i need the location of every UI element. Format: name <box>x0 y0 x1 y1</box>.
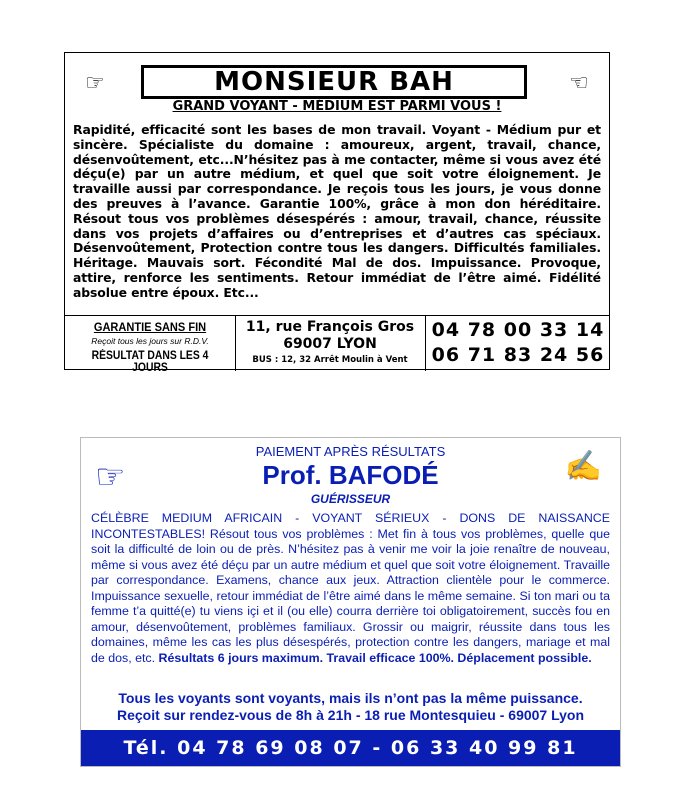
phone-column <box>425 316 611 371</box>
card-title: MONSIEUR BAH <box>141 65 527 99</box>
subtitle-text: GRAND VOYANT - MÉDIUM EST PARMI VOUS ! <box>172 99 502 114</box>
pointing-hand-left-icon: ☞ <box>569 70 589 95</box>
payment-note: PAIEMENT APRÈS RÉSULTATS <box>255 444 446 459</box>
bus-info: BUS : 12, 32 Arrêt Moulin à Vent <box>252 355 408 365</box>
card-description: Rapidité, efficacité sont les bases de mon travail. Voyant - Médium pur et sincère. Spécialiste du domaine : amoureux, argent, travail, chance, désenvoûtement, etc...N’hésitez pas à me contacter, même si vous avez été déçu(e) par un autre médium, et quel que soit votre éloignement. Je travaille aussi par correspondance. Je reçois tous les jours, je vous donne des preuves à l’avance. Garantie 100%, grâce à mon don héréditaire. Résout tous vos problèmes désespérés : amour, travail, chance, réussite dans vos projets d’affaires ou d’entreprises et d’autres cas spéciaux. Désenvoûtement, Protection contre tous les dangers. Difficultés familiales. Héritage. Mauvais sort. Fécondité Mal de dos. Impuissance. Provoque, attire, renforce les sentiments. Retour immédiat de l’être aimé. Fidélité absolue entre époux. Etc... <box>73 122 601 300</box>
description-bold: Résultats 6 jours maximum. Travail efficace 100%. Déplacement possible. <box>158 650 592 665</box>
pointing-hand-right-icon: ☞ <box>85 70 105 95</box>
tagline-2: Reçoit sur rendez-vous de 8h à 21h - 18 rue Montesquieu - 69007 Lyon <box>116 707 585 723</box>
card-role: GUÉRISSEUR <box>310 492 391 506</box>
writing-hand-pen-icon: ✍ <box>564 450 602 483</box>
guarantee-column <box>65 316 236 374</box>
address-column <box>235 316 426 371</box>
result-label: RÉSULTAT DANS LES 4 JOURS <box>91 350 209 374</box>
business-card-monsieur-bah <box>64 52 610 374</box>
appointment-note: Reçoit tous les jours sur R.D.V. <box>91 336 209 346</box>
card-description <box>91 511 610 666</box>
address-street: 11, rue François Gros <box>245 319 415 335</box>
address-city: 69007 LYON <box>283 336 377 352</box>
business-card-prof-bafode <box>80 437 621 767</box>
card-name: Prof. BAFODÉ <box>262 460 439 490</box>
tagline-1: Tous les voyants sont voyants, mais ils n’ont pas la même puissance. <box>118 690 583 706</box>
card-footer <box>65 315 609 372</box>
phone-number-2: 06 71 83 24 56 <box>431 344 605 366</box>
telephone-bar: Tél. 04 78 69 08 07 - 06 33 40 99 81 <box>81 730 620 766</box>
phone-number-1: 04 78 00 33 14 <box>431 319 605 341</box>
description-text: CÉLÈBRE MEDIUM AFRICAIN - VOYANT SÉRIEUX - DONS DE NAISSANCE INCONTESTABLES! Résout tous vos problèmes : Met fin à tous vos problèmes, quelle que soit la difficulté de loin ou de près. N’hésitez pas à venir me voir la joie renaître de nouveau, même si vous avez été déçu par un autre médium et quel que soit votre éloignement. Travaille par correspondance. Examens, chance aux jeux. Attraction clientèle pour le commerce. Impuissance sexuelle, retour immédiat de l’être aimé dans le même semaine. Si ton mari ou ta femme t’a quitté(e) tu viens içi et il (ou elle) courra derrière toi obligatoirement, succès fou en amour, désenvoûtement, problèmes familiaux. Grossir ou maigrir, réussite dans tous les domaines, même les cas les plus désespérés, protection contre les dangers, mariage et mal de dos, etc. <box>91 511 610 665</box>
card-subtitle <box>65 99 609 114</box>
guarantee-label: GARANTIE SANS FIN <box>93 320 207 334</box>
pointing-hand-icon: ☞ <box>95 458 126 496</box>
